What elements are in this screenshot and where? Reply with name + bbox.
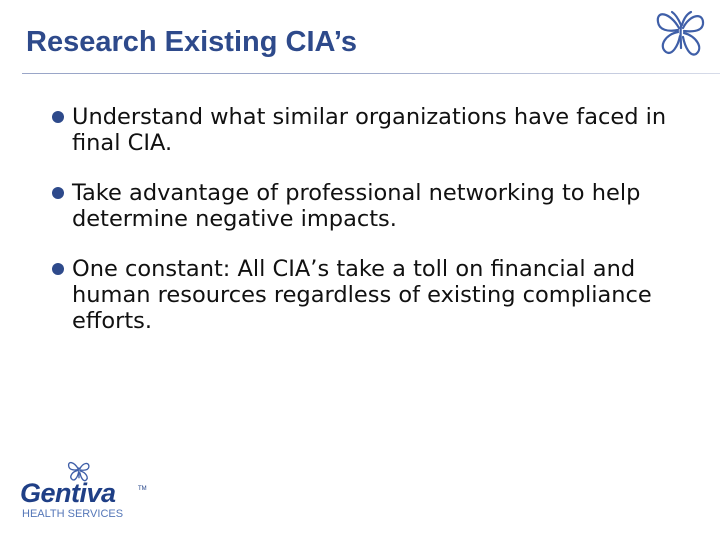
bullet-dot — [52, 187, 64, 199]
bullet-dot — [52, 111, 64, 123]
bullet-list — [52, 104, 692, 358]
title-divider-fade — [330, 73, 720, 74]
bullet-text: One constant: All CIA’s take a toll on financial and human resources regardless of existing compliance efforts. — [72, 256, 652, 334]
bullet-item — [52, 180, 692, 232]
bullet-text: Understand what similar organizations have faced in final CIA. — [72, 104, 667, 156]
slide-title: Research Existing CIA’s — [26, 26, 357, 58]
bullet-item — [52, 256, 692, 334]
logo-trademark: TM — [138, 486, 147, 492]
bullet-dot — [52, 263, 64, 275]
butterfly-icon — [652, 4, 710, 62]
logo-subtitle: HEALTH SERVICES — [22, 508, 124, 520]
bullet-item — [52, 104, 692, 156]
bullet-text: Take advantage of professional networking to help determine negative impacts. — [72, 180, 641, 232]
logo-wordmark: Gentiva — [20, 478, 116, 508]
gentiva-logo — [20, 458, 150, 524]
